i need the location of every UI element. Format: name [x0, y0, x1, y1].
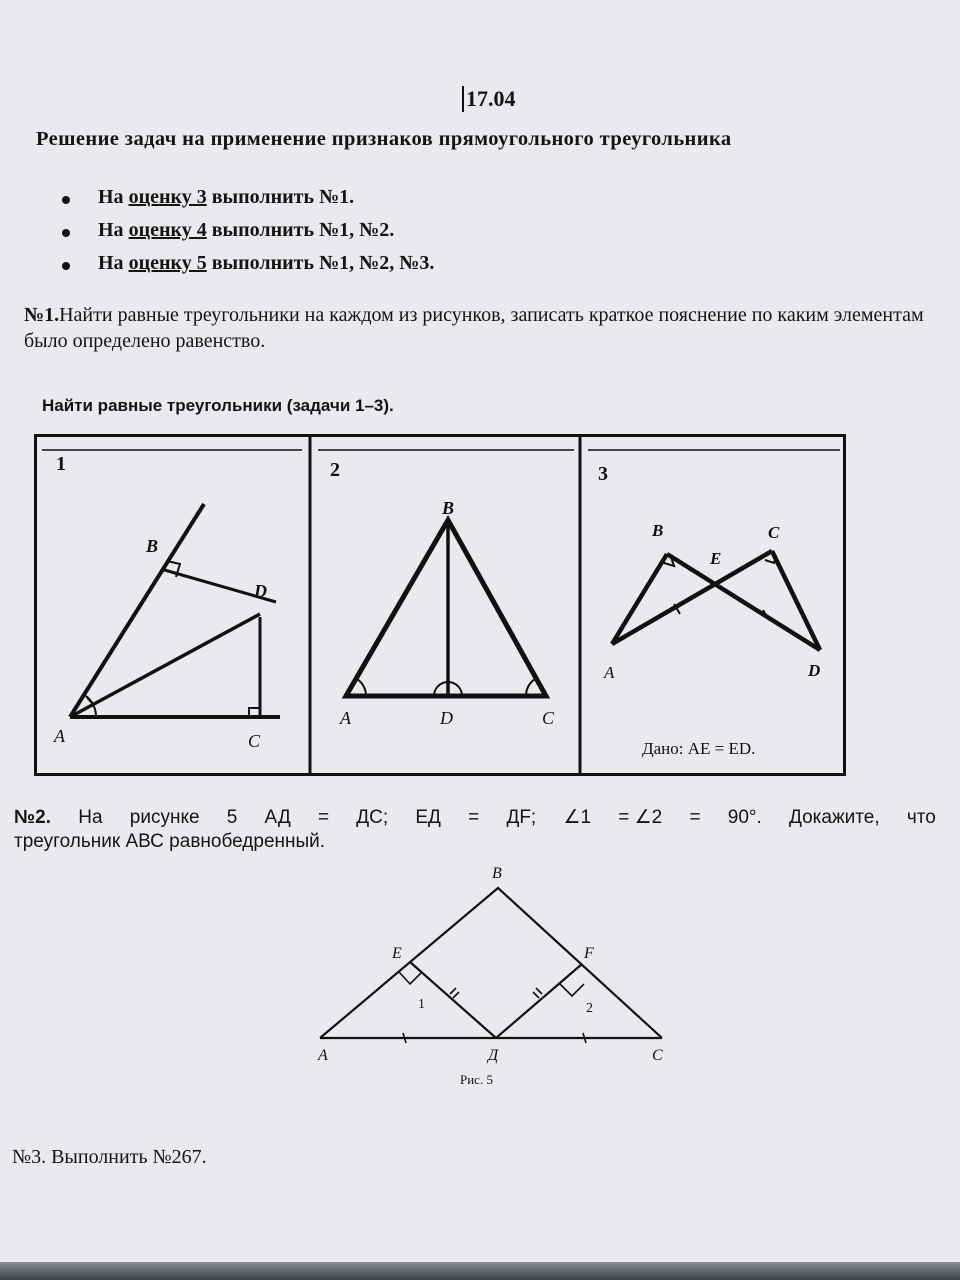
grade-item: На оценку 4 выполнить №1, №2.: [58, 219, 434, 252]
task-1-number: №1.: [24, 304, 60, 326]
fig5-label-c: C: [652, 1047, 663, 1064]
fig5-label-a: A: [318, 1047, 328, 1064]
figures-caption: Найти равные треугольники (задачи 1–3).: [42, 396, 394, 415]
fig2-label-d: D: [440, 708, 453, 728]
fig2-label-c: C: [542, 708, 555, 728]
figures-1-3: [34, 434, 846, 776]
task-2-line-1: №2. На рисунке 5 АД = ДС; ЕД = ДF; ∠1 = ∠2 = 90°. Докажите, что: [14, 807, 936, 828]
task-3-number: №3.: [12, 1146, 47, 1168]
task-2-line-2: треугольник АВС равнобедренный.: [14, 831, 326, 852]
fig1-label-a: A: [54, 726, 65, 746]
fig3-label-c: C: [768, 523, 780, 542]
page-title: Решение задач на применение признаков прямоугольного треугольника: [36, 128, 732, 150]
fig1-label-d: D: [254, 581, 267, 601]
task-2-text: [14, 806, 936, 854]
task-1-text: №1.Найти равные треугольники на каждом из рисунков, записать краткое пояснение по каким элементам было определено равенство.: [24, 304, 924, 352]
fig3-label-d: D: [808, 661, 821, 680]
grade-requirements-list: [58, 186, 434, 285]
figure-5: [300, 858, 690, 1098]
task-3-text: №3. Выполнить №267.: [12, 1146, 207, 1168]
fig5-label-b: B: [492, 865, 502, 882]
fig5-caption: Рис. 5: [460, 1072, 493, 1087]
fig1-label-c: C: [248, 731, 261, 751]
figure-2-number: 2: [330, 459, 340, 481]
fig5-angle-1: 1: [418, 997, 425, 1012]
fig2-label-a: A: [340, 708, 351, 728]
fig5-label-d: Д: [488, 1047, 499, 1064]
figure-2: [330, 459, 555, 728]
fig2-label-b: B: [442, 498, 455, 518]
figure-1: [53, 453, 280, 751]
fig3-given: Дано: AE = ED.: [642, 739, 756, 758]
grade-item: На оценку 5 выполнить №1, №2, №3.: [58, 252, 434, 285]
fig3-label-a: A: [604, 663, 615, 682]
fig3-label-b: B: [652, 521, 664, 540]
fig5-label-e: E: [392, 945, 402, 962]
date-heading: 17.04: [462, 86, 516, 112]
fig5-angle-2: 2: [586, 1001, 593, 1016]
grade-item: На оценку 3 выполнить №1.: [58, 186, 434, 219]
fig3-label-e: E: [710, 549, 722, 568]
monitor-bezel: [0, 1262, 960, 1280]
figure-1-number: 1: [56, 453, 66, 475]
figure-3-number: 3: [598, 463, 608, 485]
figure-3: [598, 463, 820, 758]
fig5-label-f: F: [584, 945, 594, 962]
fig1-label-b: B: [146, 536, 159, 556]
